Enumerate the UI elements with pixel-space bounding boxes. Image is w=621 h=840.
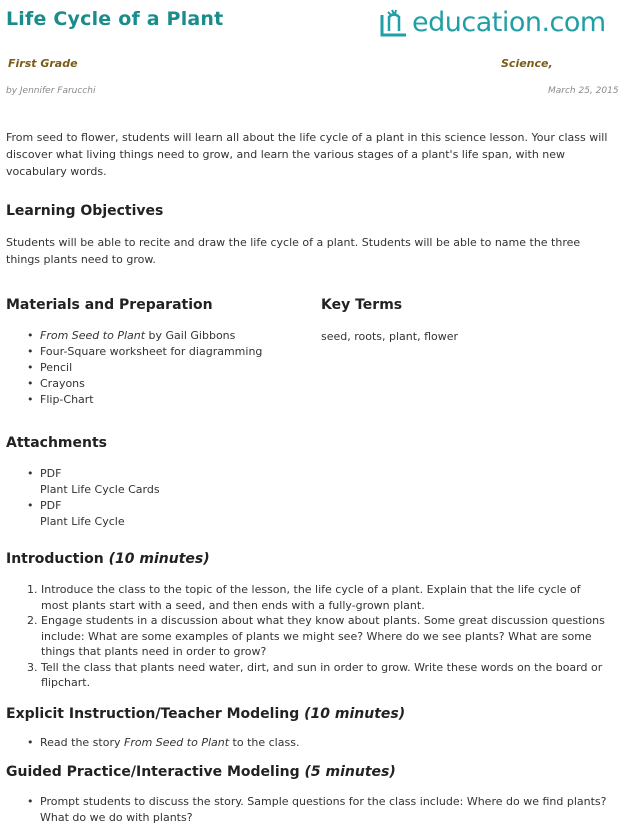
guided-practice-heading — [6, 764, 396, 780]
materials-list — [20, 328, 262, 408]
explicit-list — [20, 735, 299, 751]
list-item: 2. Engage students in a discussion about what they know about plants. Some great discussion questions include: What are some examples of plants we might see? Where do we see plants? What are some things that plants need in order to grow? — [41, 613, 611, 660]
publish-date: March 25, 2015 — [548, 86, 619, 96]
attachment-type: • PDF — [40, 466, 160, 482]
list-item: 3. Tell the class that plants need water, dirt, and sun in order to grow. Write these words on the board or flipchart. — [41, 660, 611, 691]
attachment-link[interactable]: Plant Life Cycle Cards — [40, 483, 160, 496]
explicit-instruction-heading — [6, 706, 405, 722]
introduction-steps — [6, 582, 611, 691]
author-byline: by Jennifer Farucchi — [6, 86, 96, 96]
lesson-title: Life Cycle of a Plant — [6, 8, 224, 30]
guided-heading-text: Guided Practice/Interactive Modeling — [6, 764, 300, 780]
explicit-post: to the class. — [229, 736, 300, 749]
key-terms-text: seed, roots, plant, flower — [321, 330, 459, 343]
list-item — [40, 735, 299, 751]
explicit-pre: Read the story — [40, 736, 124, 749]
list-item: • Crayons — [40, 376, 262, 392]
objectives-heading: Learning Objectives — [6, 203, 164, 219]
key-terms-heading: Key Terms — [321, 297, 403, 313]
guided-list — [20, 794, 621, 826]
subject-label: Science, — [501, 57, 553, 70]
explicit-duration: (10 minutes) — [304, 706, 406, 722]
book-author: by Gail Gibbons — [145, 329, 236, 342]
attachments-list — [20, 466, 160, 530]
introduction-heading-text: Introduction — [6, 551, 104, 567]
attachment-link[interactable]: Plant Life Cycle — [40, 515, 125, 528]
guided-duration: (5 minutes) — [304, 764, 396, 780]
explicit-book: From Seed to Plant — [124, 736, 230, 749]
introduction-heading — [6, 551, 210, 567]
explicit-heading-text: Explicit Instruction/Teacher Modeling — [6, 706, 300, 722]
materials-heading: Materials and Preparation — [6, 297, 213, 313]
objectives-text: Students will be able to recite and draw the life cycle of a plant. Students will be able to name the three things plants need to grow. — [6, 236, 581, 266]
attachment-type: • PDF — [40, 498, 160, 514]
list-item: 1. Introduce the class to the topic of the lesson, the life cycle of a plant. Explain that the life cycle of most plants start with a seed, and then ends with a fully-grown plant. — [41, 582, 611, 613]
intro-paragraph: From seed to flower, students will learn all about the life cycle of a plant in this science lesson. Your class will discover what living things need to grow, and learn the various stages of a plant's life span, with new vocabulary words. — [6, 131, 608, 178]
list-item: • Pencil — [40, 360, 262, 376]
education-logo — [378, 2, 606, 42]
book-title: From Seed to Plant — [40, 329, 146, 342]
attachments-heading: Attachments — [6, 435, 108, 451]
education-logo-icon — [378, 6, 410, 38]
education-logo-text: education.com — [412, 6, 606, 38]
list-item: • Four-Square worksheet for diagramming — [40, 344, 262, 360]
introduction-duration: (10 minutes) — [108, 551, 210, 567]
grade-label: First Grade — [8, 57, 78, 70]
list-item: • Flip-Chart — [40, 392, 262, 408]
list-item — [40, 328, 262, 344]
list-item: • Prompt students to discuss the story. Sample questions for the class include: Where do we find plants? What do we do with plants? — [40, 794, 621, 826]
